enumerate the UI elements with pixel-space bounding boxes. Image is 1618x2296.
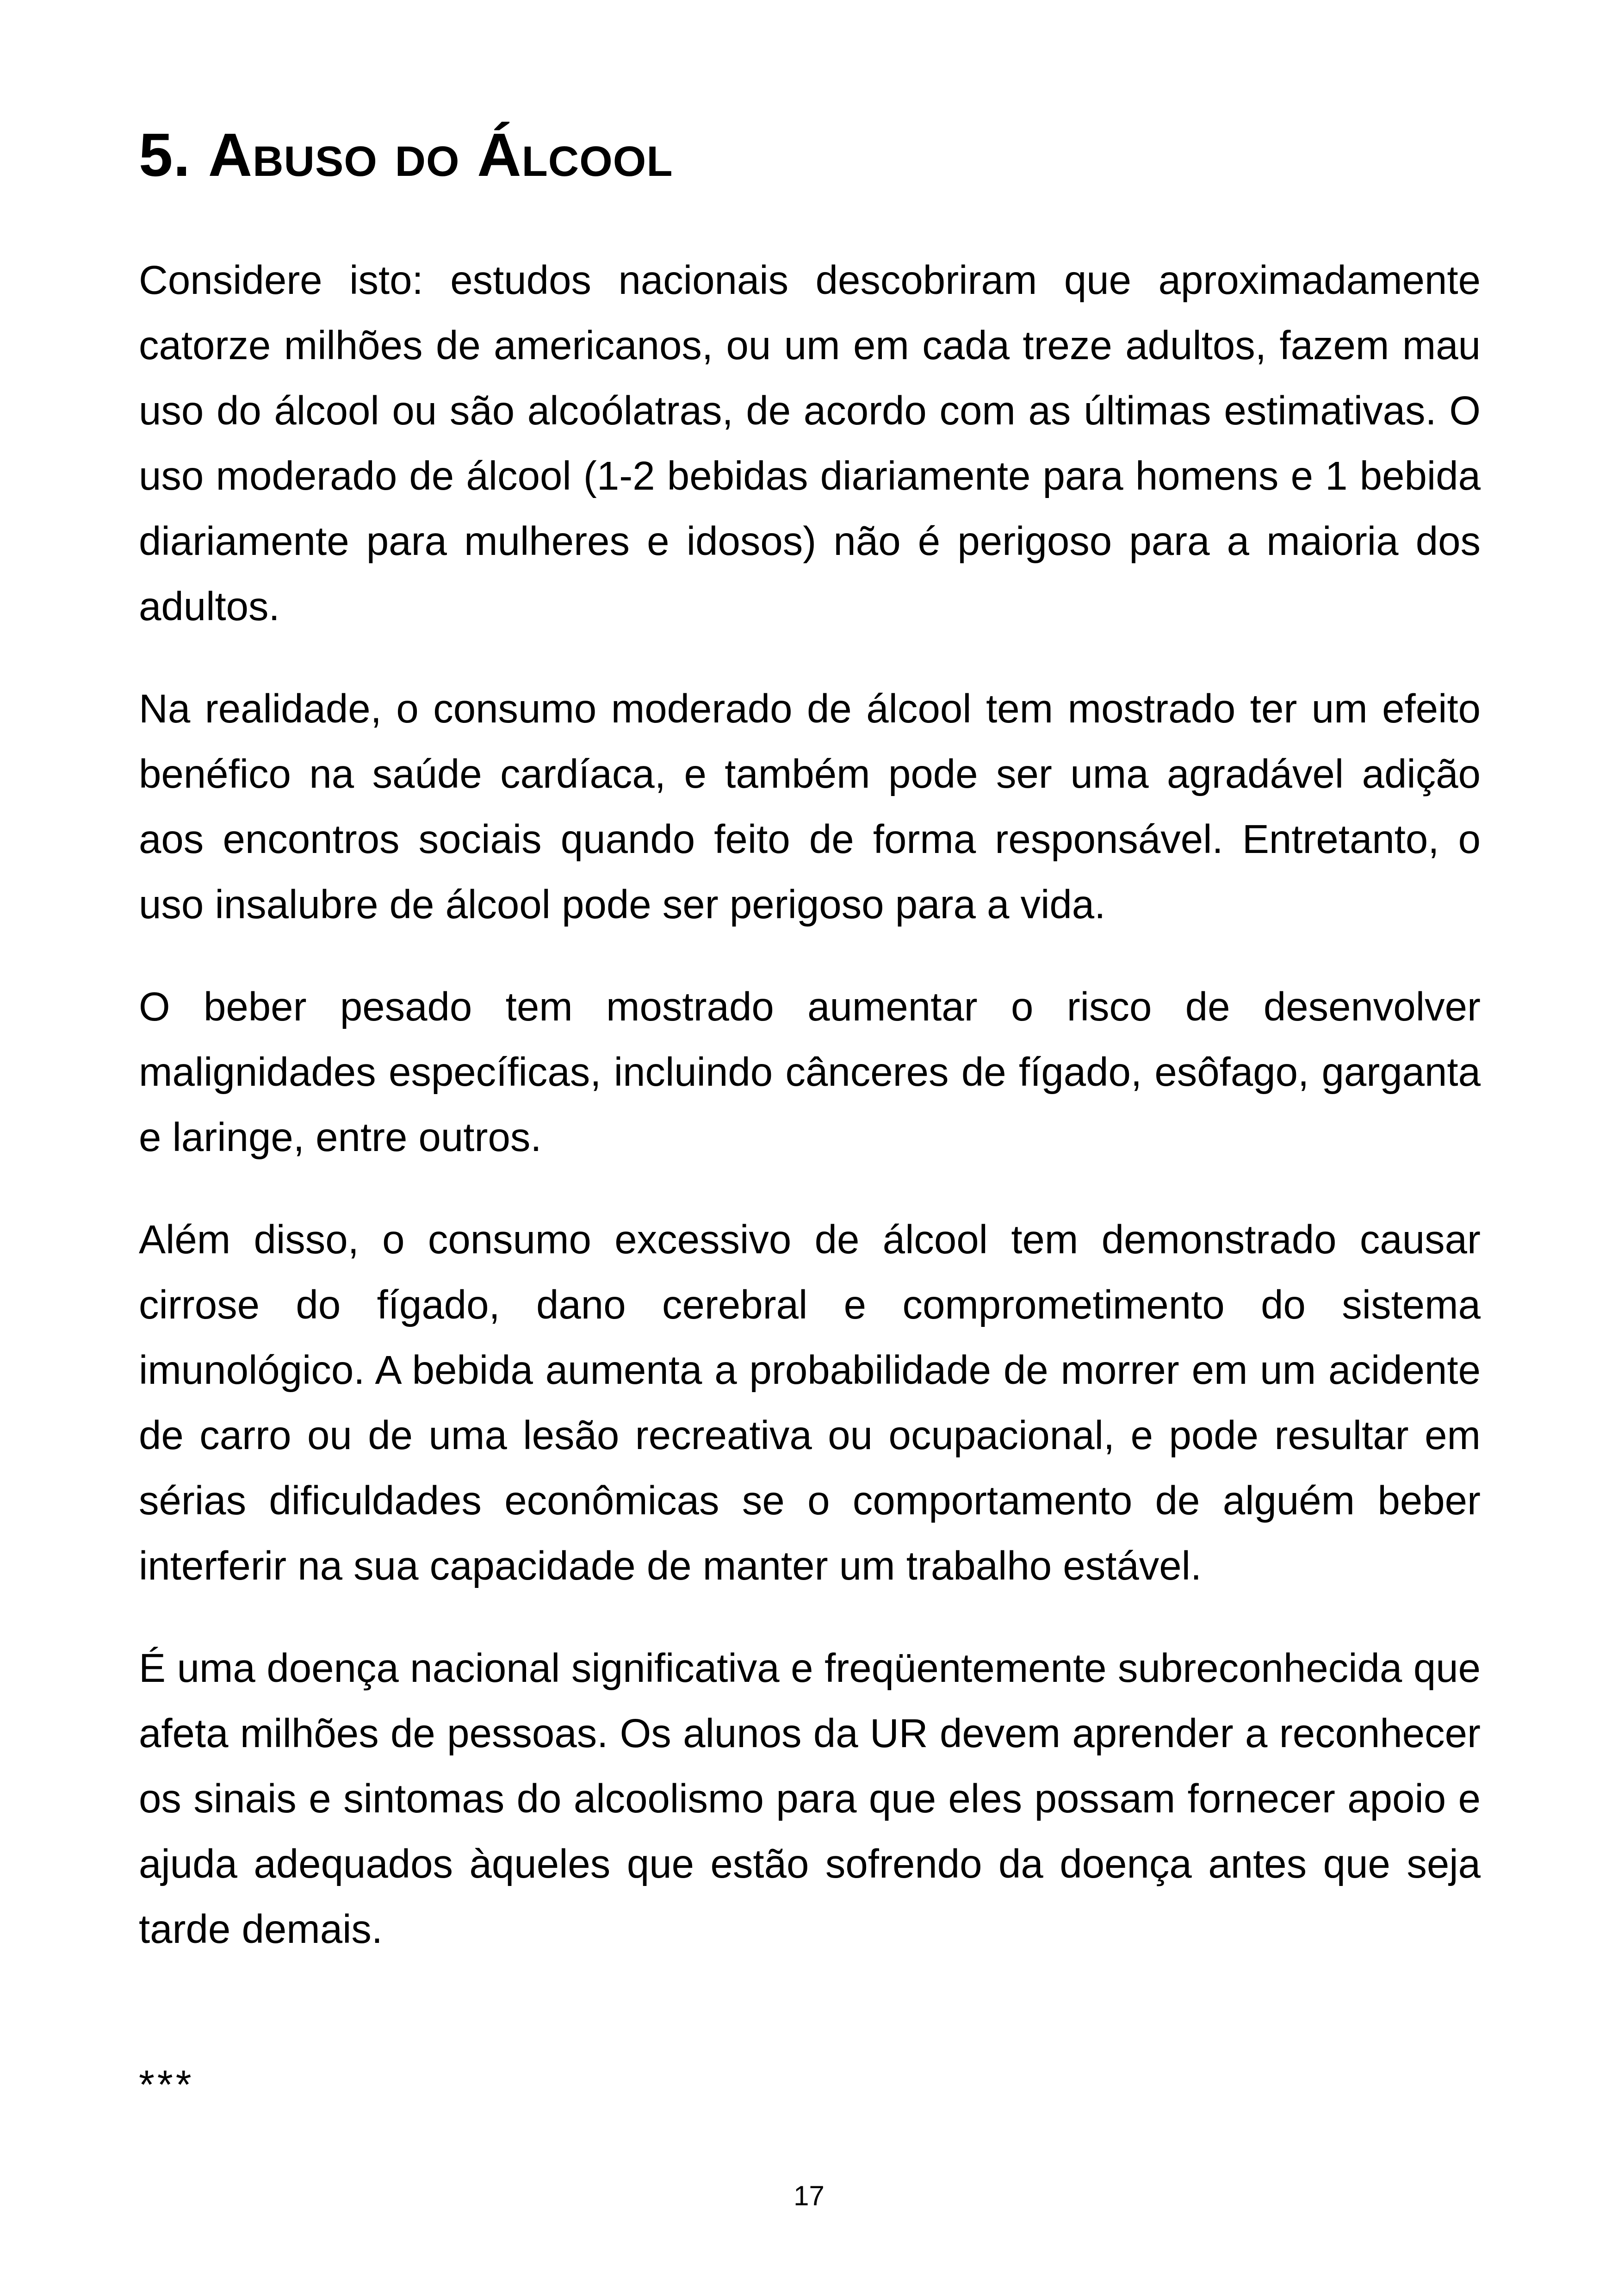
section-separator: ***	[139, 2062, 194, 2107]
page-number: 17	[794, 2180, 824, 2211]
section-heading	[139, 118, 673, 192]
body-text	[139, 248, 1481, 1999]
paragraph: Considere isto: estudos nacionais descobriram que aproximadamente catorze milhões de americanos, ou um em cada treze adultos, fazem mau uso do álcool ou são alcoólatras, de acordo com as últimas estimativas. O uso moderado de álcool (1-2 bebidas diariamente para homens e 1 bebida diariamente para mulheres e idosos) não é perigoso para a maioria dos adultos.	[139, 258, 1481, 629]
paragraph: É uma doença nacional significativa e freqüentemente subreconhecida que afeta milhões de pessoas. Os alunos da UR devem aprender a reconhecer os sinais e sintomas do alcoolismo para que eles possam fornecer apoio e ajuda adequados àqueles que estão sofrendo da doença antes que seja tarde demais.	[139, 1646, 1481, 1952]
paragraph: O beber pesado tem mostrado aumentar o risco de desenvolver malignidades específicas, incluindo cânceres de fígado, esôfago, garganta e laringe, entre outros.	[139, 984, 1481, 1160]
paragraph: Além disso, o consumo excessivo de álcool tem demonstrado causar cirrose do fígado, dano cerebral e comprometimento do sistema imunológico. A bebida aumenta a probabilidade de morrer em um acidente de carro ou de uma lesão recreativa ou ocupacional, e pode resultar em sérias dificuldades econômicas se o comportamento de alguém beber interferir na sua capacidade de manter um trabalho estável.	[139, 1217, 1481, 1588]
section-title: Abuso do Álcool	[208, 121, 673, 189]
section-number: 5.	[139, 121, 191, 189]
paragraph: Na realidade, o consumo moderado de álcool tem mostrado ter um efeito benéfico na saúde cardíaca, e também pode ser uma agradável adição aos encontros sociais quando feito de forma responsável. Entretanto, o uso insalubre de álcool pode ser perigoso para a vida.	[139, 686, 1481, 927]
